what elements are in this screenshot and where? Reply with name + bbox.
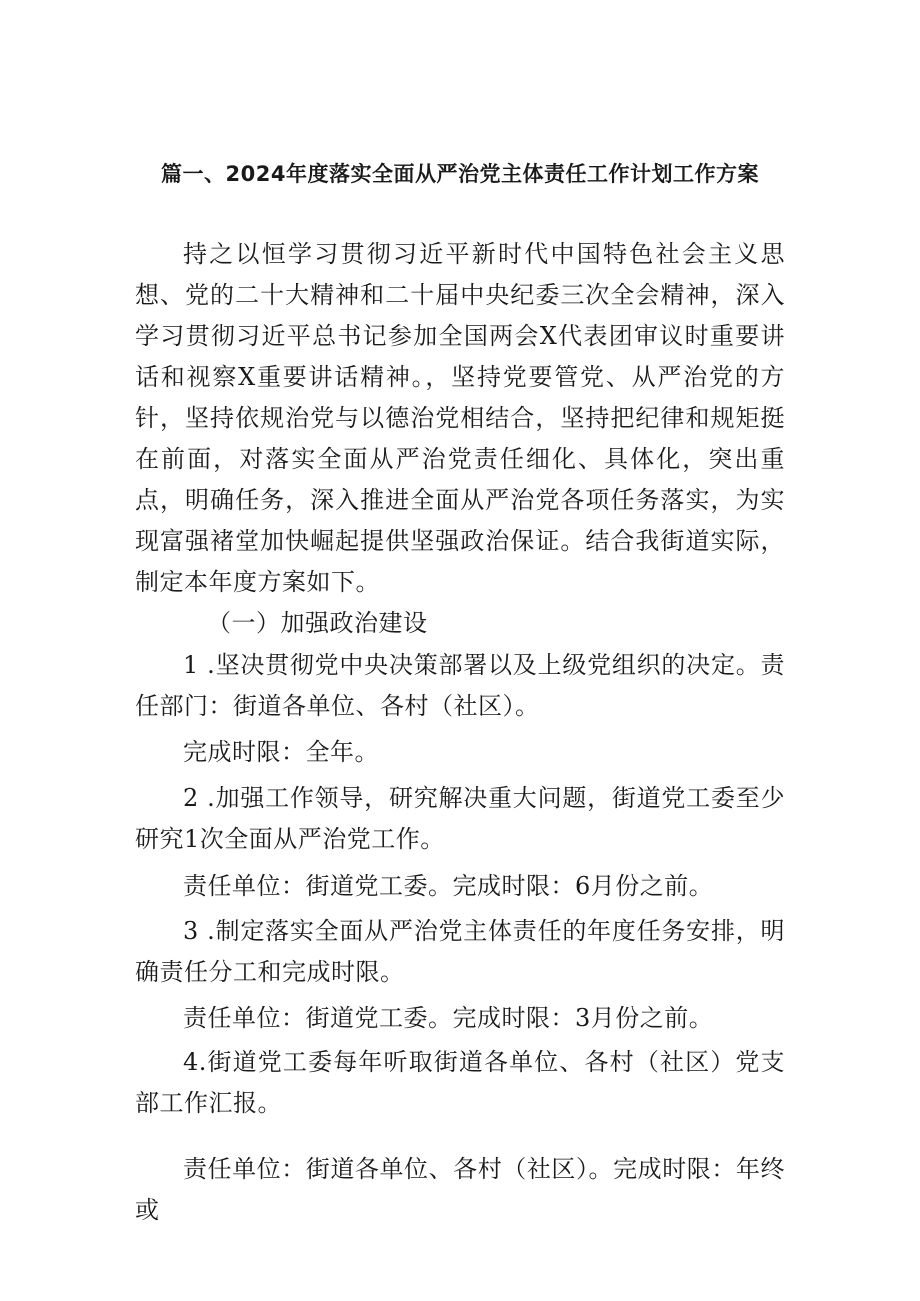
item-3-meta: 责任单位：街道党工委。完成时限：3月份之前。 xyxy=(183,1004,714,1032)
item-2-meta: 责任单位：街道党工委。完成时限：6月份之前。 xyxy=(183,872,714,900)
item-4-paragraph: 4.街道党工委每年听取街道各单位、各村（社区）党支部工作汇报。 xyxy=(135,1048,785,1117)
section-heading: （一）加强政治建设 xyxy=(207,609,428,637)
intro-paragraph: 持之以恒学习贯彻习近平新时代中国特色社会主义思想、党的二十大精神和二十届中央纪委三次全会精神，深入学习贯彻习近平总书记参加全国两会X代表团审议时重要讲话和视察X重要讲话精神。，坚持党要管党、从严治党的方针，坚持依规治党与以德治党相结合，坚持把纪律和规矩挺在前面，对落实全面从严治党责任细化、具体化，突出重点，明确任务，深入推进全面从严治党各项任务落实，为实现富强褚堂加快崛起提供坚强政治保证。结合我街道实际，制定本年度方案如下。 xyxy=(135,240,785,596)
item-4-meta: 责任单位：街道各单位、各村（社区）。完成时限：年终或 xyxy=(135,1155,785,1224)
item-1-deadline: 完成时限：全年。 xyxy=(183,738,379,766)
item-1-paragraph: 1 .坚决贯彻党中央决策部署以及上级党组织的决定。责任部门：街道各单位、各村（社区）。 xyxy=(135,651,785,720)
item-3-paragraph: 3 .制定落实全面从严治党主体责任的年度任务安排，明确责任分工和完成时限。 xyxy=(135,917,785,986)
document-title: 篇一、2024年度落实全面从严治党主体责任工作计划工作方案 xyxy=(161,162,759,186)
item-2-paragraph: 2 .加强工作领导，研究解决重大问题，街道党工委至少研究1次全面从严治党工作。 xyxy=(135,784,785,853)
